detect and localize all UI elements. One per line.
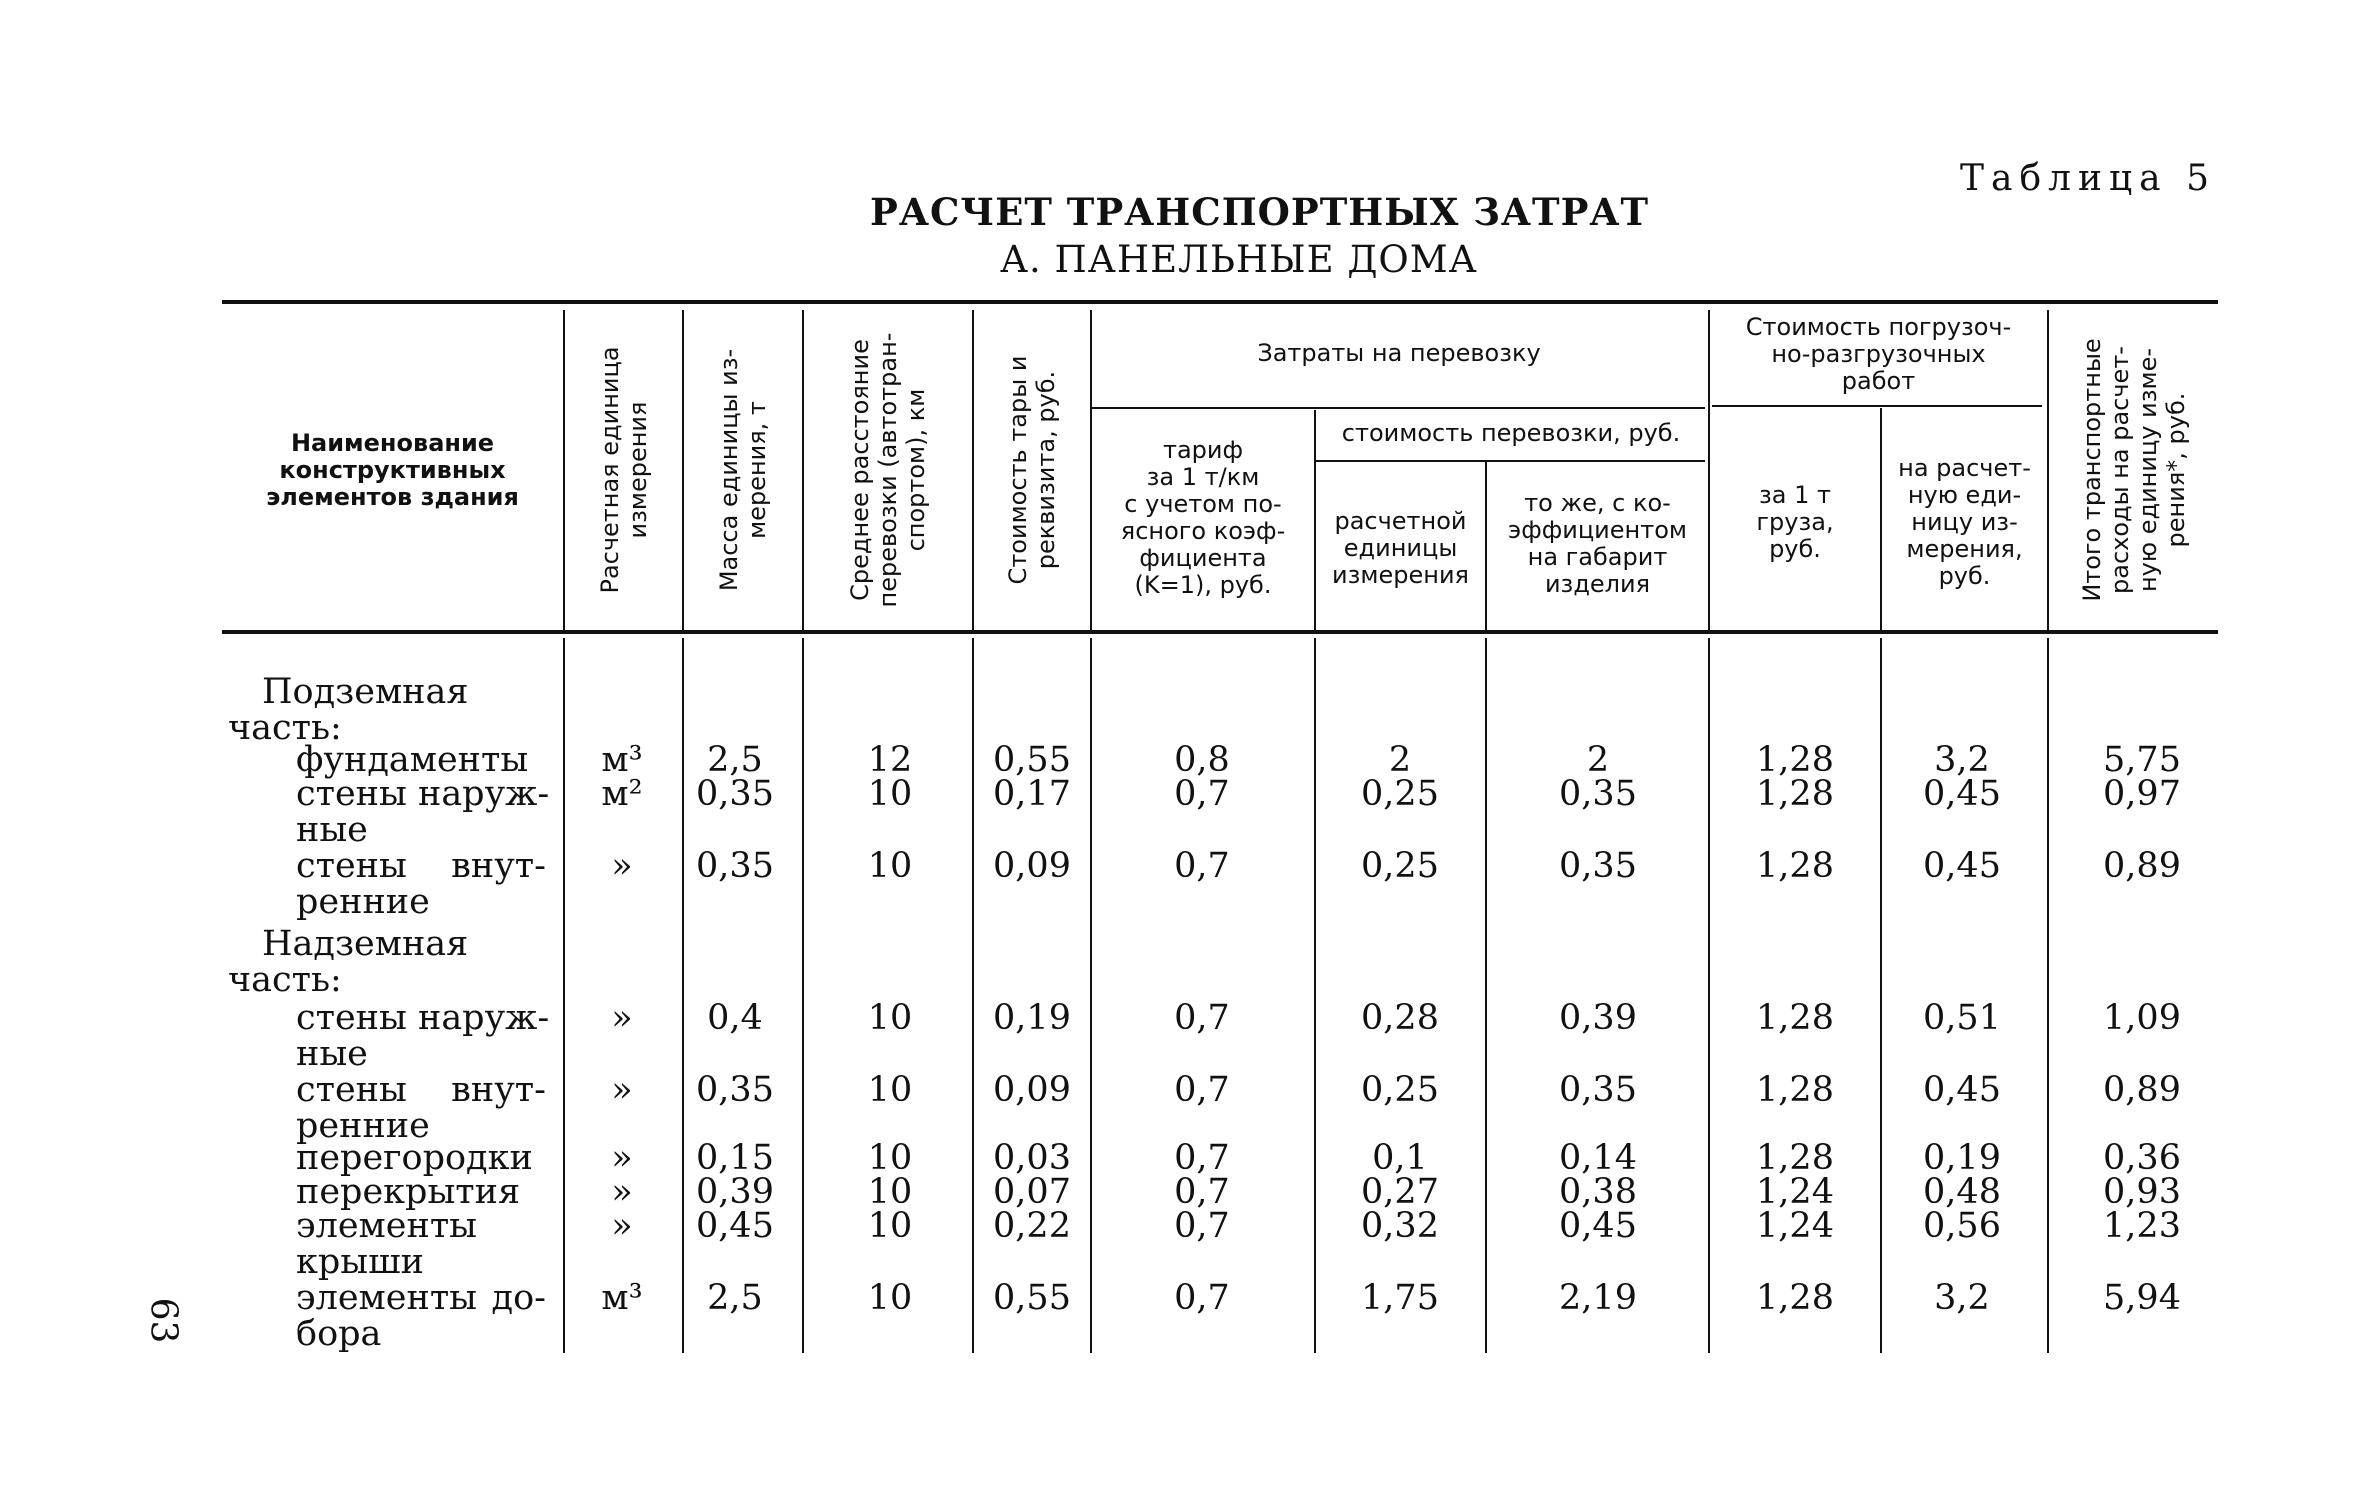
loading-group-rule [1712,405,2042,407]
header-load-per-t: за 1 т груза, руб. [1756,481,1834,563]
cell-tare: 0,55 [993,740,1071,780]
row-name: элементы [296,1206,478,1246]
row-name: стены внут- [296,846,546,886]
cell-distance: 10 [867,1172,913,1212]
cell-tariff: 0,7 [1174,998,1230,1038]
header-mass-cell [684,310,802,630]
col-sep [1485,638,1487,1353]
cell-total: 0,97 [2103,774,2181,814]
cell-distance: 10 [867,998,913,1038]
cell-cost-gabarit: 0,35 [1559,774,1637,814]
cell-load-unit: 0,48 [1923,1172,2001,1212]
table-top-rule [222,300,2218,304]
cell-distance: 10 [867,1070,913,1110]
cell-tare: 0,55 [993,1278,1071,1318]
header-tare: Стоимость тары и реквизита, руб. [1004,355,1060,585]
cell-load-t: 1,24 [1756,1206,1834,1246]
row-name: стены наруж- [296,998,550,1038]
cell-total: 0,89 [2103,846,2181,886]
header-name: Наименование конструктивных элементов здания [266,429,519,511]
row-name: перегородки [296,1138,533,1178]
cell-distance: 10 [867,1138,913,1178]
cell-tare: 0,22 [993,1206,1071,1246]
cell-tariff: 0,7 [1174,1138,1230,1178]
cell-load-unit: 3,2 [1934,740,1990,780]
header-tare-cell [974,310,1090,630]
cell-tariff: 0,7 [1174,1278,1230,1318]
row-name: стены внут- [296,1070,546,1110]
cell-unit: м³ [601,1278,643,1318]
cell-distance: 10 [867,1206,913,1246]
cell-unit: м² [601,774,643,814]
cell-tariff: 0,7 [1174,1070,1230,1110]
row-name-cont: ренние [296,882,430,922]
cell-load-t: 1,28 [1756,998,1834,1038]
cell-total: 1,09 [2103,998,2181,1038]
cell-load-unit: 3,2 [1934,1278,1990,1318]
cell-tare: 0,17 [993,774,1071,814]
row-name-cont: ренние [296,1106,430,1146]
cell-total: 0,93 [2103,1172,2181,1212]
header-cost-unit: расчетной единицы измерения [1332,507,1469,589]
cell-load-unit: 0,45 [1923,774,2001,814]
cell-load-unit: 0,51 [1923,998,2001,1038]
row-name-cont: крыши [296,1242,425,1282]
header-cost-group: стоимость перевозки, руб. [1341,419,1681,447]
cell-load-unit: 0,56 [1923,1206,2001,1246]
cell-mass: 0,35 [696,846,774,886]
cell-tariff: 0,7 [1174,1172,1230,1212]
title-sub: А. ПАНЕЛЬНЫЕ ДОМА [1000,238,1478,281]
cost-group-rule [1316,460,1705,462]
cell-unit: » [611,998,633,1038]
cell-load-t: 1,28 [1756,1070,1834,1110]
row-name-cont: бора [296,1314,382,1354]
cell-mass: 0,4 [707,998,763,1038]
cell-mass: 0,15 [696,1138,774,1178]
cell-load-t: 1,28 [1756,774,1834,814]
header-distance-cell [804,310,972,630]
row-name: фундаменты [296,740,529,780]
cell-tariff: 0,7 [1174,846,1230,886]
cell-load-unit: 0,45 [1923,1070,2001,1110]
cell-cost-unit: 0,32 [1361,1206,1439,1246]
cell-tare: 0,09 [993,1070,1071,1110]
row-name-cont: ные [296,810,368,850]
cell-load-t: 1,24 [1756,1172,1834,1212]
section-aboveground-l2: часть: [228,960,342,1000]
header-unit-cell [565,310,682,630]
cell-tare: 0,07 [993,1172,1071,1212]
header-loading-group: Стоимость погрузоч- но-разгрузочных работ [1745,313,2012,395]
cell-cost-unit: 0,28 [1361,998,1439,1038]
cell-cost-unit: 0,25 [1361,846,1439,886]
cell-tariff: 0,7 [1174,774,1230,814]
header-bottom-rule [222,630,2218,634]
cell-unit: » [611,1206,633,1246]
cell-load-unit: 0,19 [1923,1138,2001,1178]
cell-mass: 0,39 [696,1172,774,1212]
section-underground-l1: Подземная [262,672,469,712]
cell-tare: 0,03 [993,1138,1071,1178]
cell-cost-unit: 0,1 [1372,1138,1428,1178]
col-sep [2047,638,2049,1353]
cell-cost-gabarit: 0,35 [1559,1070,1637,1110]
cell-total: 0,89 [2103,1070,2181,1110]
header-tariff: тариф за 1 т/км с учетом по- ясного коэф- фициента (K=1), руб. [1120,436,1286,599]
cell-cost-gabarit: 2,19 [1559,1278,1637,1318]
cell-distance: 10 [867,846,913,886]
cell-total: 0,36 [2103,1138,2181,1178]
cell-load-t: 1,28 [1756,846,1834,886]
cell-distance: 10 [867,1278,913,1318]
cell-cost-gabarit: 2 [1586,740,1610,780]
header-cost-gabarit: то же, с ко- эффициентом на габарит изделия [1508,489,1687,598]
header-transport-group: Затраты на перевозку [1257,339,1541,367]
cell-total: 5,94 [2103,1278,2181,1318]
cell-unit: » [611,1138,633,1178]
cell-mass: 0,35 [696,774,774,814]
cell-unit: » [611,1172,633,1212]
col-sep [1314,638,1316,1353]
cell-load-t: 1,28 [1756,1138,1834,1178]
header-total-cell [2049,310,2218,630]
cell-load-t: 1,28 [1756,1278,1834,1318]
cell-tariff: 0,7 [1174,1206,1230,1246]
header-unit: Расчетная единица измерения [595,346,652,594]
cell-cost-unit: 0,27 [1361,1172,1439,1212]
transport-group-rule [1090,407,1705,409]
cell-tare: 0,09 [993,846,1071,886]
cell-cost-unit: 2 [1388,740,1412,780]
cell-load-unit: 0,45 [1923,846,2001,886]
cell-mass: 0,35 [696,1070,774,1110]
cell-unit: м³ [601,740,643,780]
row-name: перекрытия [296,1172,521,1212]
cell-cost-unit: 0,25 [1361,774,1439,814]
cell-load-t: 1,28 [1756,740,1834,780]
table-number-label: Таблица 5 [1960,158,2216,199]
cell-unit: » [611,1070,633,1110]
page-number: 63 [142,1297,184,1344]
cell-cost-gabarit: 0,14 [1559,1138,1637,1178]
header-total: Итого транспортные расходы на расчет- ную единицу изме- рения*, руб. [2077,338,2190,602]
cell-mass: 2,5 [707,740,763,780]
cell-cost-gabarit: 0,38 [1559,1172,1637,1212]
cell-cost-gabarit: 0,35 [1559,846,1637,886]
cell-distance: 10 [867,774,913,814]
cell-total: 5,75 [2103,740,2181,780]
col-sep [1708,638,1710,1353]
cell-cost-gabarit: 0,39 [1559,998,1637,1038]
row-name-cont: ные [296,1034,368,1074]
cell-cost-gabarit: 0,45 [1559,1206,1637,1246]
cell-cost-unit: 0,25 [1361,1070,1439,1110]
header-distance: Среднее расстояние перевозки (автотран- спортом), км [846,332,930,608]
section-underground-l2: часть: [228,708,342,748]
header-load-per-unit: на расчет- ную еди- ницу из- мерения, руб. [1898,454,2031,590]
cell-cost-unit: 1,75 [1361,1278,1439,1318]
section-aboveground-l1: Надземная [262,924,469,964]
row-name: стены наруж- [296,774,550,814]
cell-unit: » [611,846,633,886]
cell-tariff: 0,8 [1174,740,1230,780]
cell-tare: 0,19 [993,998,1071,1038]
cell-mass: 0,45 [696,1206,774,1246]
cell-distance: 12 [867,740,913,780]
row-name: элементы до- [296,1278,546,1318]
title-main: РАСЧЕТ ТРАНСПОРТНЫХ ЗАТРАТ [870,190,1650,234]
header-mass: Масса единицы из- мерения, т [715,348,771,592]
cell-total: 1,23 [2103,1206,2181,1246]
cell-mass: 2,5 [707,1278,763,1318]
